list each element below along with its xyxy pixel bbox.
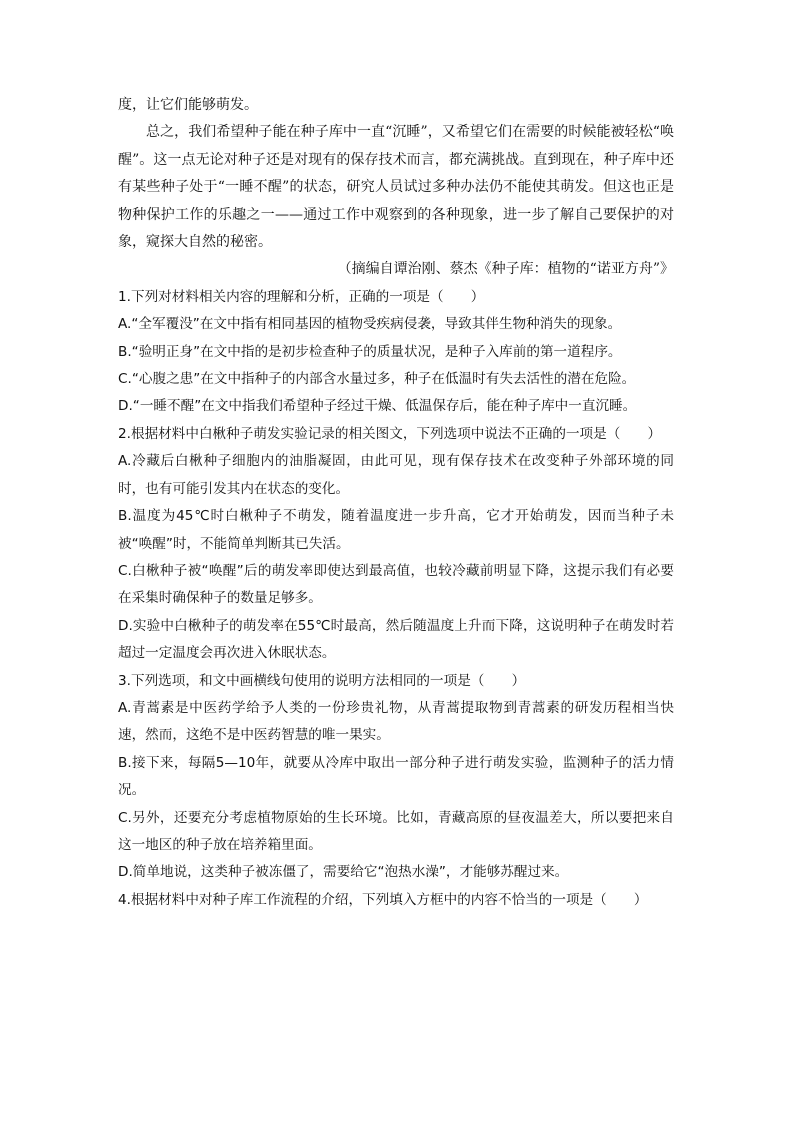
question-option: A.青蒿素是中医药学给予人类的一份珍贵礼物，从青蒿提取物到青蒿素的研发历程相当快速，然而，这绝不是中医药智慧的唯一果实。: [118, 699, 674, 744]
question-stem: 4.根据材料中对种子库工作流程的介绍，下列填入方框中的内容不恰当的一项是（ ）: [118, 891, 648, 908]
question-option: B.温度为45℃时白楸种子不萌发，随着温度进一步升高，它才开始萌发，因而当种子未被“唤醒”时，不能简单判断其已失活。: [118, 508, 674, 552]
question-4: [118, 887, 674, 914]
article-paragraph-summary: 总之，我们希望种子能在种子库中一直“沉睡”，又希望它们在需要的时候能被轻松“唤醒”。这一点无论对种子还是对现有的保存技术而言，都充满挑战。直到现在，种子库中还有某些种子处于“一睡不醒”的状态，研究人员试过多种办法仍不能使其萌发。但这也正是物种保护工作的乐趣之一——通过工作中观察到的各种现象，进一步了解自己要保护的对象，窥探大自然的秘密。: [118, 124, 674, 251]
document-page: [118, 92, 674, 914]
question-option: B.“验明正身”在文中指的是初步检查种子的质量状况，是种子入库前的第一道程序。: [118, 343, 622, 360]
question-option: C.“心腹之患”在文中指种子的内部含水量过多，种子在低温时有失去活性的潜在危险。: [118, 371, 636, 388]
question-option: A.冷藏后白楸种子细胞内的油脂凝固，由此可见，现有保存技术在改变种子外部环境的同时，也有可能引发其内在状态的变化。: [118, 453, 674, 497]
question-option: B.接下来，每隔5—10年，就要从冷库中取出一部分种子进行萌发实验，监测种子的活力情况。: [118, 754, 674, 799]
article-source: （摘编自谭治刚、蔡杰《种子库：植物的“诺亚方舟”》: [337, 261, 674, 278]
question-3: [118, 668, 674, 887]
question-option: C.白楸种子被“唤醒”后的萌发率即使达到最高值，也较冷藏前明显下降，这提示我们有必要在采集时确保种子的数量足够多。: [118, 562, 674, 607]
question-option: D.“一睡不醒”在文中指我们希望种子经过干燥、低温保存后，能在种子库中一直沉睡。: [118, 398, 637, 415]
question-stem: 1.下列对材料相关内容的理解和分析，正确的一项是（ ）: [118, 288, 485, 305]
question-option: D.简单地说，这类种子被冻僵了，需要给它“泡热水澡”，才能够苏醒过来。: [118, 864, 569, 881]
question-2: [118, 421, 674, 668]
question-option: A.“全军覆没”在文中指有相同基因的植物受疾病侵袭，导致其伴生物种消失的现象。: [118, 316, 622, 333]
question-stem: 2.根据材料中白楸种子萌发实验记录的相关图文，下列选项中说法不正确的一项是（ ）: [118, 425, 662, 442]
question-stem: 3.下列选项，和文中画横线句使用的说明方法相同的一项是（ ）: [118, 672, 526, 689]
question-option: C.另外，还要充分考虑植物原始的生长环境。比如，青藏高原的昼夜温差大，所以要把来自这一地区的种子放在培养箱里面。: [118, 809, 674, 853]
question-1: [118, 284, 674, 421]
question-option: D.实验中白楸种子的萌发率在55℃时最高，然后随温度上升而下降，这说明种子在萌发时若超过一定温度会再次进入休眠状态。: [118, 617, 674, 662]
article-paragraph-tail: 度，让它们能够萌发。: [118, 97, 258, 113]
